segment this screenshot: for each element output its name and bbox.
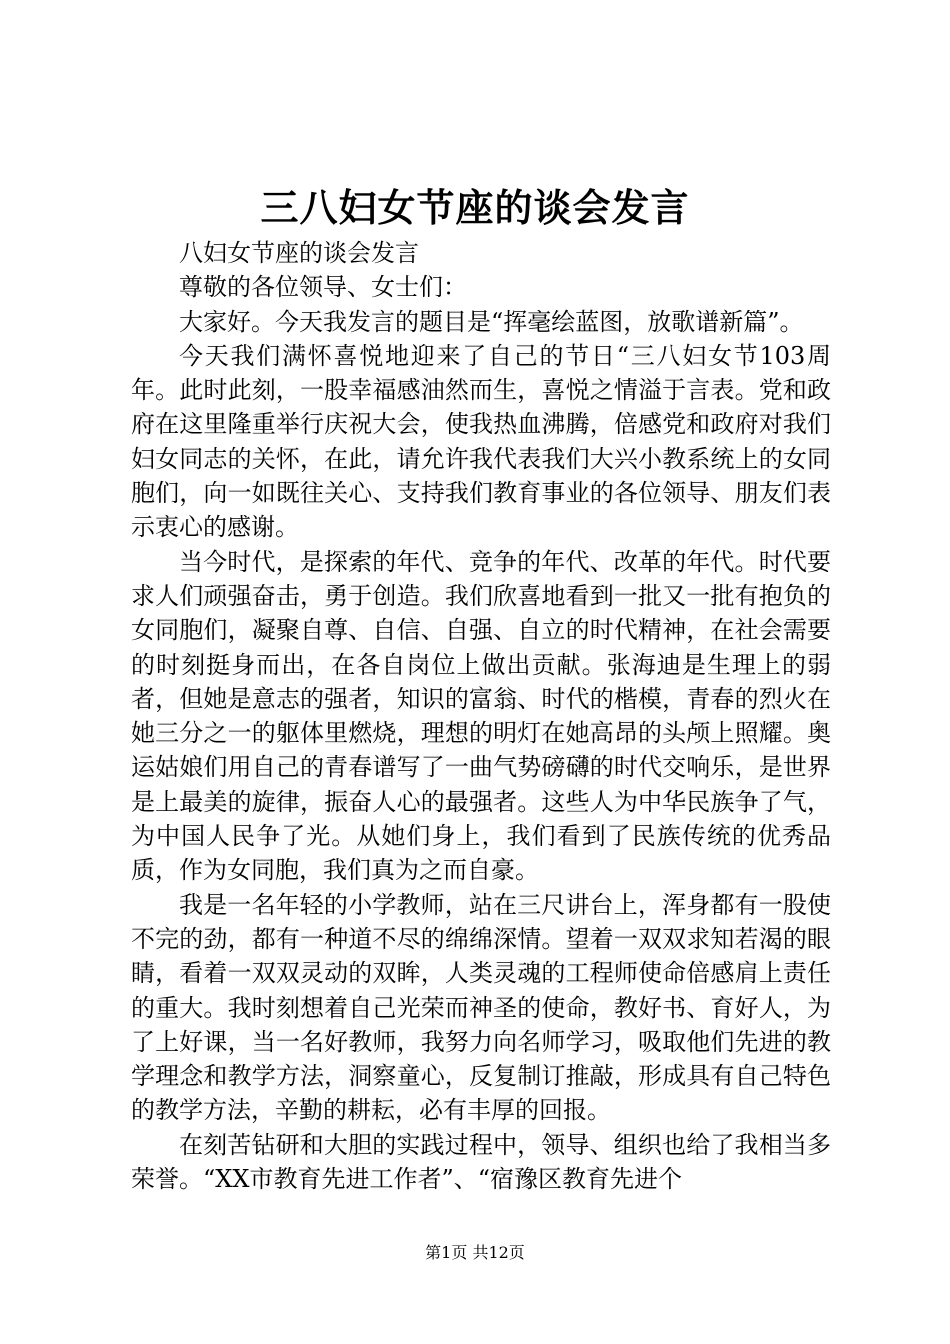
document-title: 三八妇女节座的谈会发言: [260, 185, 690, 230]
document-body: [131, 236, 831, 1196]
paragraph-celebration: 今天我们满怀喜悦地迎来了自己的节日“三八妇女节103周年。此时此刻，一股幸福感油然而生，喜悦之情溢于言表。党和政府在这里隆重举行庆祝大会，使我热血沸腾，倍感党和政府对我们妇女同志的关怀，在此，请允许我代表我们大兴小教系统上的女同胞们，向一如既往关心、支持我们教育事业的各位领导、朋友们表示衷心的感谢。: [131, 341, 831, 542]
paragraph-teacher: 我是一名年轻的小学教师，站在三尺讲台上，浑身都有一股使不完的劲，都有一种道不尽的绵绵深情。望着一双双求知若渴的眼睛，看着一双双灵动的双眸，人类灵魂的工程师使命倍感肩上责任的重大。我时刻想着自己光荣而神圣的使命，教好书、育好人，为了上好课，当一名好教师，我努力向名师学习，吸取他们先进的教学理念和教学方法，洞察童心，反复制订推敲，形成具有自己特色的教学方法，辛勤的耕耘，必有丰厚的回报。: [131, 890, 831, 1125]
page-footer: 第1页 共12页: [425, 1243, 525, 1262]
paragraph-heading-repeat: 八妇女节座的谈会发言: [179, 239, 419, 267]
paragraph-greeting: 大家好。今天我发言的题目是“挥毫绘蓝图，放歌谱新篇”。: [179, 307, 804, 336]
paragraph-era: 当今时代，是探索的年代、竞争的年代、改革的年代。时代要求人们顽强奋击，勇于创造。我们欣喜地看到一批又一批有抱负的女同胞们，凝聚自尊、自信、自强、自立的时代精神，在社会需要的时刻挺身而出，在各自岗位上做出贡献。张海迪是生理上的弱者，但她是意志的强者，知识的富翁、时代的楷模，青春的烈火在她三分之一的躯体里燃烧，理想的明灯在她高昂的头颅上照耀。奥运姑娘们用自己的青春谱写了一曲气势磅礴的时代交响乐，是世界是上最美的旋律，振奋人心的最强者。这些人为中华民族争了气，为中国人民争了光。从她们身上，我们看到了民族传统的优秀品质，作为女同胞，我们真为之而自豪。: [131, 547, 831, 885]
paragraph-salutation: 尊敬的各位领导、女士们：: [179, 273, 467, 302]
paragraph-honors: 在刻苦钻研和大胆的实践过程中，领导、组织也给了我相当多荣誉。“XX市教育先进工作者”、“宿豫区教育先进个: [131, 1130, 831, 1194]
